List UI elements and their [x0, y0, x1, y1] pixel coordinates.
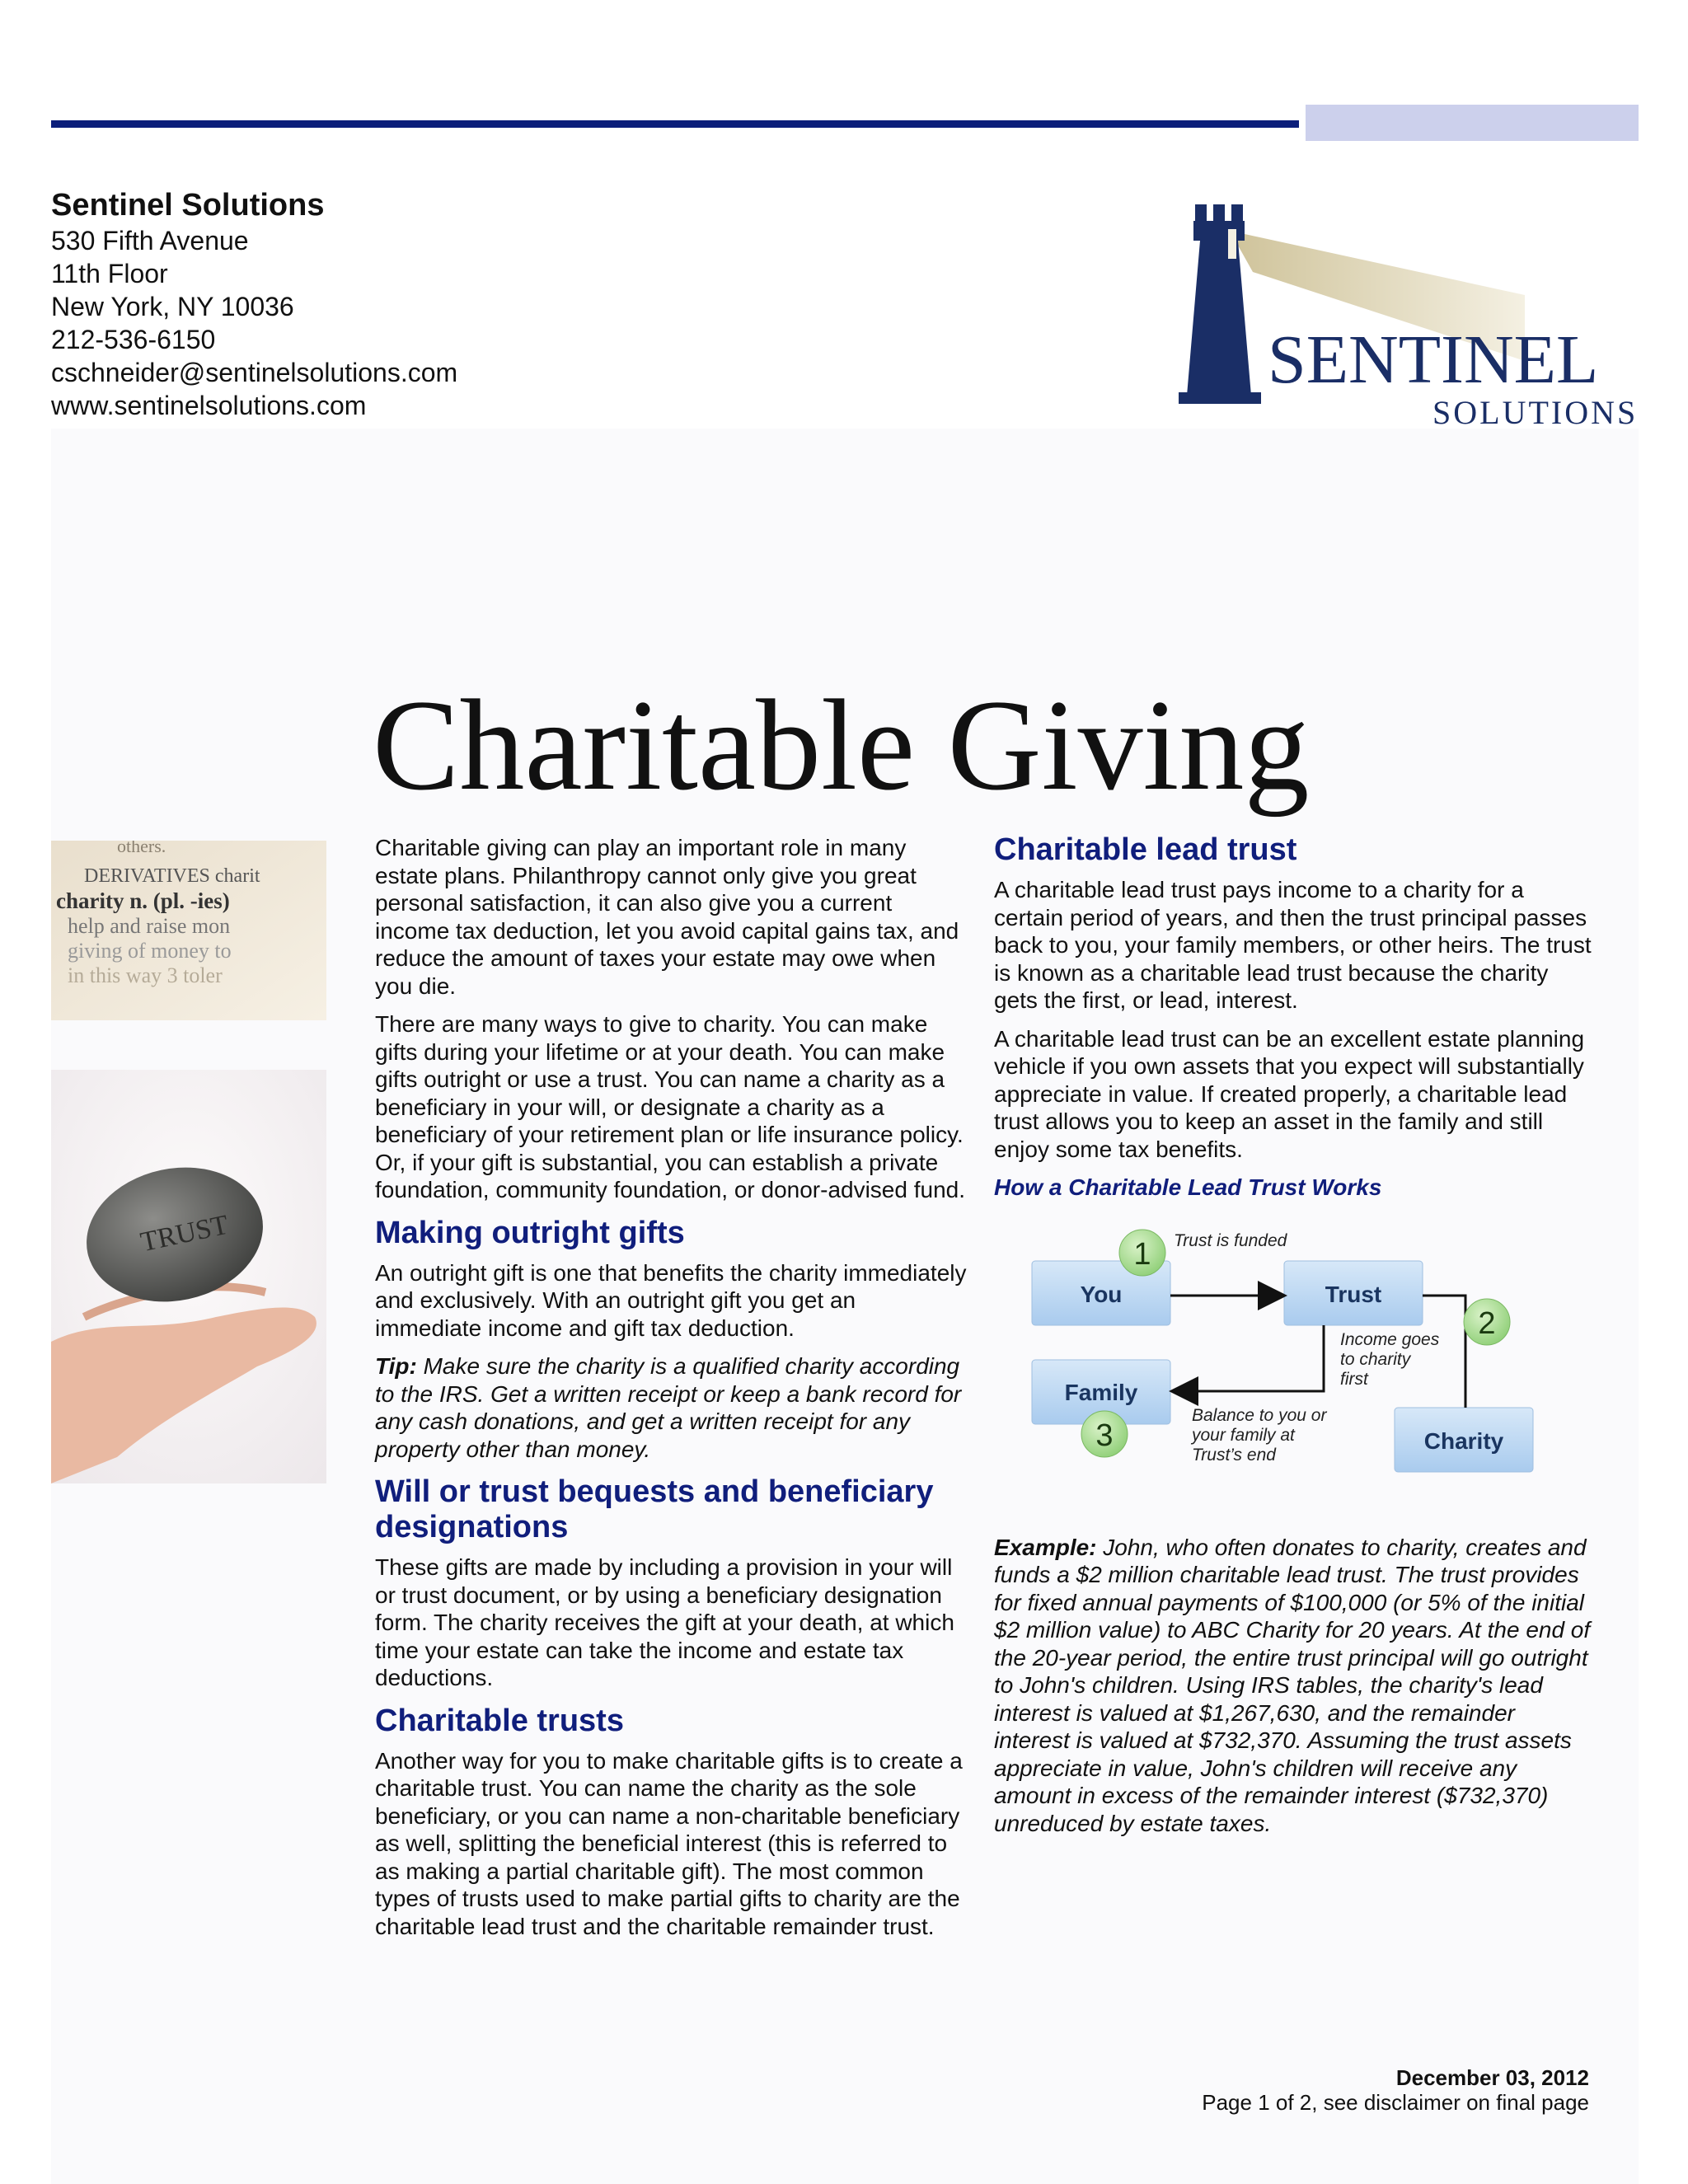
tip-text: Make sure the charity is a qualified charity according to the IRS. Get a written receipt or keep a bank record for any cash donations, and get a written receipt for any property other than money. — [375, 1353, 962, 1462]
tip-paragraph — [375, 1352, 967, 1463]
example-label: Example: — [994, 1534, 1097, 1560]
diagram-note-income-2: to charity — [1340, 1350, 1411, 1369]
company-address-line2: 11th Floor — [51, 259, 168, 288]
tip-label: Tip: — [375, 1353, 417, 1379]
diagram-label-trust: Trust — [1325, 1282, 1382, 1307]
outright-paragraph: An outright gift is one that benefits the charity immediately and exclusively. With an outright gift you get an immediate income and gift tax deduction. — [375, 1259, 967, 1341]
step-2-number: 2 — [1478, 1306, 1496, 1341]
company-phone: 212-536-6150 — [51, 325, 216, 354]
company-name: Sentinel Solutions — [51, 188, 325, 223]
step-3-number: 3 — [1095, 1418, 1114, 1453]
arrow-trust-to-charity — [1423, 1296, 1465, 1408]
lead-trust-paragraph-2: A charitable lead trust can be an excellent estate planning vehicle if you own assets that you expect will substantially appreciate in value. If created properly, a charitable lead trust allows you to keep an asset in the family and still enjoy some tax benefits. — [994, 1025, 1585, 1162]
arrow-trust-to-family — [1174, 1325, 1324, 1391]
logo-word-solutions: SOLUTIONS — [1432, 394, 1639, 431]
page-title: Charitable Giving — [373, 673, 1310, 818]
diagram-label-you: You — [1080, 1282, 1123, 1307]
dictionary-photo — [51, 841, 326, 1020]
example-paragraph — [994, 1534, 1596, 1838]
dictionary-text-line6: in this way 3 toler — [68, 963, 223, 987]
diagram-note-balance-3: Trust’s end — [1192, 1446, 1276, 1465]
diagram-note-income-3: first — [1340, 1370, 1368, 1389]
lead-trust-diagram — [994, 1220, 1554, 1492]
company-contact-block — [51, 186, 628, 422]
company-email: cschneider@sentinelsolutions.com — [51, 358, 458, 387]
company-city: New York, NY 10036 — [51, 292, 294, 321]
header-rule-box — [1306, 105, 1639, 141]
example-text: John, who often donates to charity, creates and funds a $2 million charitable lead trust. The trust provides for fixed annual payments of $100,000 (or 5% of the initial $2 million value) to ABC Charity for 20 years. At the end of the 20-year period, the entire trust principal will go outright to John's children. Using IRS tables, the charity's lead interest is valued at $1,267,630, and the remainder interest is valued at $732,370. Assuming the trust assets appreciate in value, John's children will receive any amount in excess of the remainder interest ($732,370) unreduced by estate taxes. — [994, 1534, 1591, 1836]
dictionary-text-line5: giving of money to — [68, 939, 232, 963]
diagram-label-family: Family — [1064, 1380, 1138, 1405]
dictionary-text-line4: help and raise mon — [68, 914, 231, 938]
tower-icon — [1179, 204, 1261, 404]
footer-date: December 03, 2012 — [1395, 2065, 1589, 2090]
diagram-note-balance-1: Balance to you or — [1192, 1406, 1327, 1425]
heading-lead-trust: Charitable lead trust — [994, 832, 1297, 867]
tower-window-icon — [1228, 229, 1236, 259]
stone-in-hand-photo — [51, 1070, 326, 1483]
intro-paragraph-2: There are many ways to give to charity. You can make gifts during your lifetime or at your death. You can make gifts outright or use a trust. You can name a charity as a beneficiary in your will, or designate a charity as a beneficiary of your retirement plan or life insurance policy. Or, if your gift is substantial, you can establish a private foundation, community foundation, or donor-advised fund. — [375, 1011, 966, 1202]
dictionary-text-line1: others. — [117, 841, 166, 856]
diagram-label-charity: Charity — [1423, 1428, 1504, 1454]
stone-engraving: TRUST — [138, 1209, 232, 1258]
column-left — [375, 834, 967, 1951]
sentinel-logo — [1170, 196, 1648, 443]
diagram-note-income-1: Income goes — [1340, 1330, 1440, 1349]
trusts-paragraph: Another way for you to make charitable gifts is to create a charitable trust. You can name the charity as the sole beneficiary, or you can name a non-charitable beneficiary as well, splitting the beneficial interest (this is referred to as making a partial charitable gift). The most common types of trusts used to make partial gifts to charity are the charitable lead trust and the charitable remainder trust. — [375, 1747, 963, 1939]
logo-word-sentinel: SENTINEL — [1268, 321, 1599, 398]
heading-outright-gifts: Making outright gifts — [375, 1215, 685, 1250]
header-rule — [51, 120, 1299, 128]
company-address-line1: 530 Fifth Avenue — [51, 226, 249, 255]
diagram-note-funded: Trust is funded — [1174, 1231, 1287, 1250]
heading-charitable-trusts: Charitable trusts — [375, 1703, 624, 1738]
company-website: www.sentinelsolutions.com — [51, 391, 367, 420]
page-footer — [907, 2065, 1589, 2115]
heading-bequests: Will or trust bequests and beneficiary designations — [375, 1474, 934, 1544]
lead-trust-paragraph-1: A charitable lead trust pays income to a charity for a certain period of years, and then the trust principal passes back to you, your family members, or other heirs. The trust is known as a charitable lead trust because the charity gets the first, or lead, interest. — [994, 877, 1592, 1013]
step-1-number: 1 — [1133, 1237, 1151, 1272]
footer-page-info: Page 1 of 2, see disclaimer on final page — [1202, 2090, 1589, 2115]
diagram-heading: How a Charitable Lead Trust Works — [994, 1174, 1382, 1200]
dictionary-text-line3: charity n. (pl. -ies) — [56, 888, 230, 913]
diagram-note-balance-2: your family at — [1192, 1426, 1295, 1445]
intro-paragraph-1: Charitable giving can play an important role in many estate plans. Philanthropy cannot only give you great personal satisfaction, it can also give you a current income tax deduction, let you avoid capital gains tax, and reduce the amount of taxes your estate may owe when you die. — [375, 835, 959, 999]
bequests-paragraph: These gifts are made by including a provision in your will or trust document, or by using a beneficiary designation form. The charity receives the gift at your death, at which time your estate can take the income and estate tax deductions. — [375, 1554, 954, 1690]
dictionary-text-line2: DERIVATIVES charit — [84, 865, 260, 887]
